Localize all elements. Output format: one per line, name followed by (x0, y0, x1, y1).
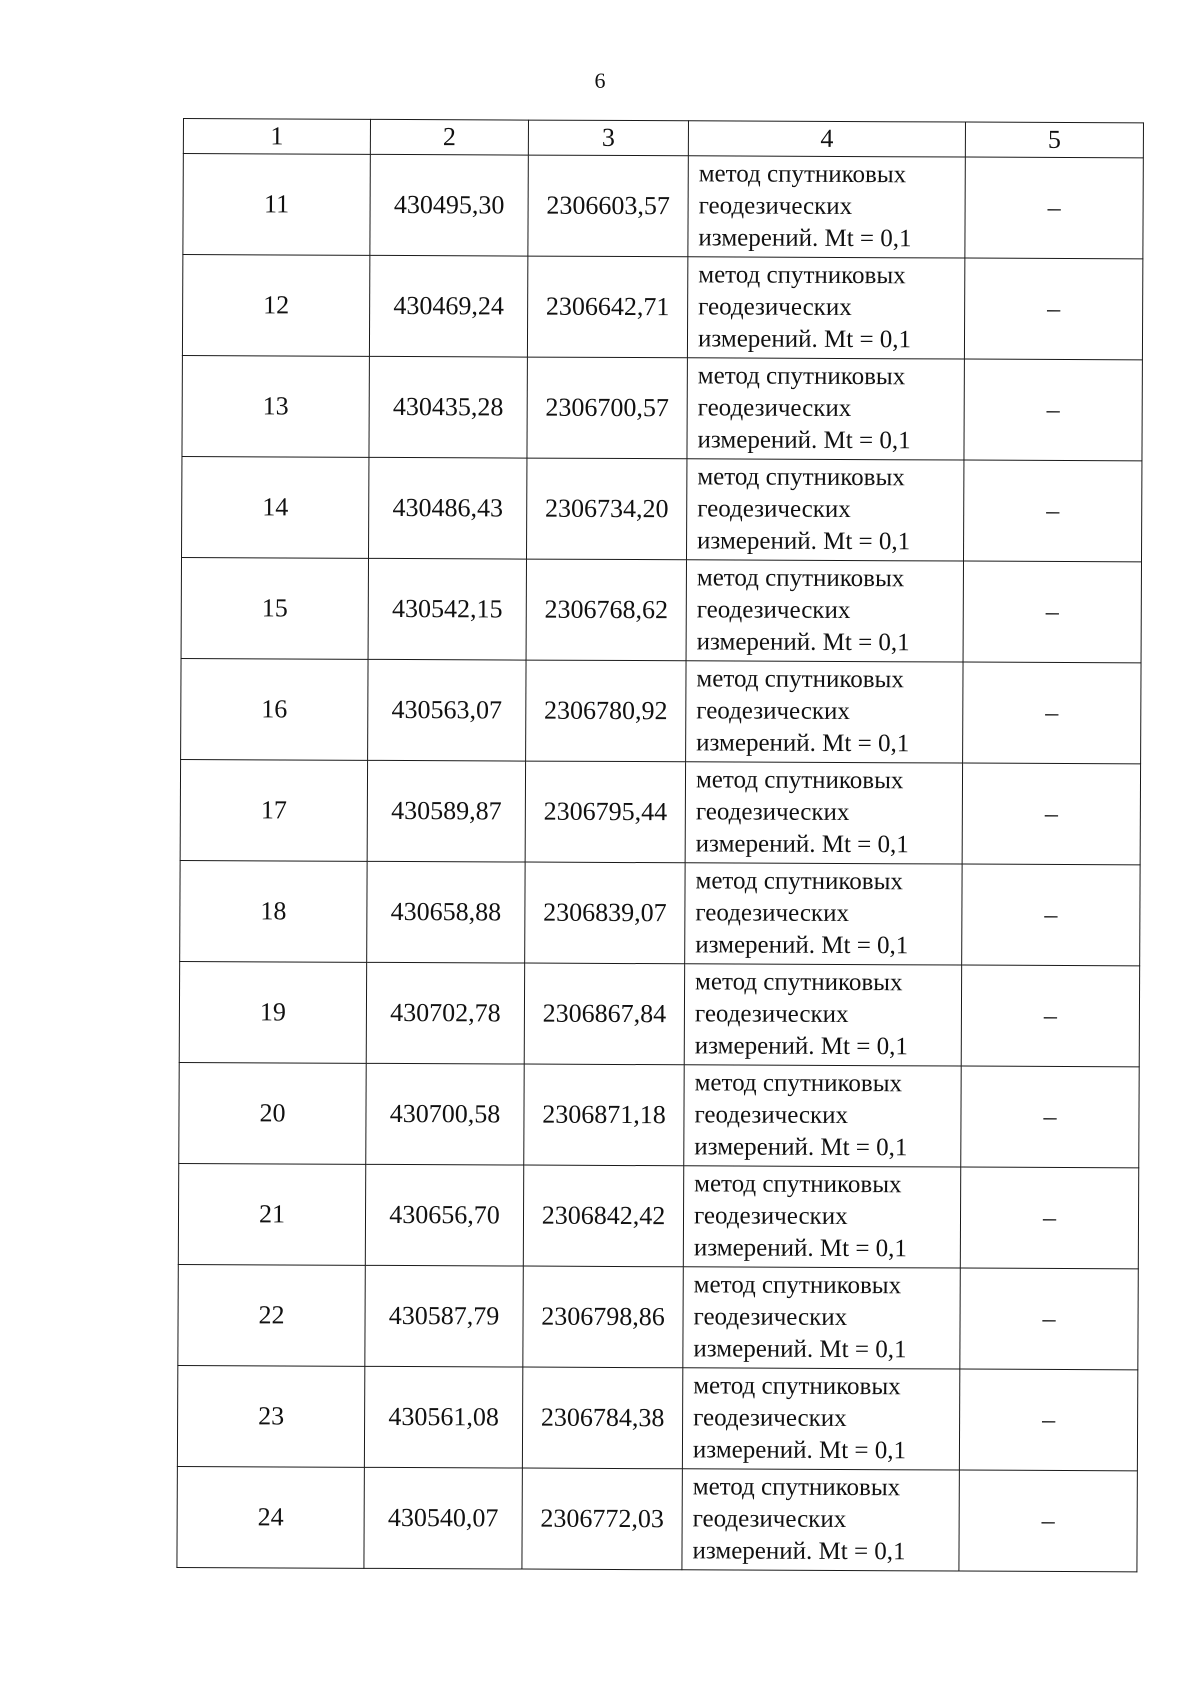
coord-x-cell: 430495,30 (370, 154, 528, 256)
method-line: метод спутниковых (694, 1170, 902, 1199)
coord-y-cell: 2306772,03 (522, 1468, 682, 1570)
method-line: измерений. Mt = 0,1 (692, 1537, 906, 1566)
coord-x-cell: 430469,24 (369, 255, 527, 357)
point-number-cell: 16 (181, 658, 368, 760)
coord-y-cell: 2306867,84 (524, 963, 684, 1065)
method-cell (685, 863, 962, 965)
point-number-cell: 11 (183, 154, 370, 256)
method-line: метод спутниковых (695, 867, 904, 896)
header-col-2: 2 (370, 119, 528, 155)
header-col-5: 5 (965, 122, 1143, 158)
method-cell (682, 1368, 959, 1470)
method-line: геодезических (695, 798, 850, 827)
coord-x-cell: 430542,15 (368, 558, 526, 660)
table-row (177, 1365, 1137, 1470)
page-number: 6 (594, 68, 606, 93)
table-row (182, 456, 1142, 561)
method-cell (682, 1469, 959, 1571)
coord-x-cell: 430540,07 (364, 1467, 522, 1569)
method-line: измерений. Mt = 0,1 (693, 1335, 907, 1364)
header-col-1: 1 (183, 119, 370, 155)
coord-y-cell: 2306780,92 (526, 660, 686, 762)
method-line: геодезических (695, 899, 850, 928)
note-cell: – (961, 965, 1139, 1067)
coord-y-cell: 2306798,86 (523, 1266, 683, 1368)
point-number-cell: 17 (180, 759, 367, 861)
coord-y-cell: 2306842,42 (523, 1165, 683, 1267)
coord-x-cell: 430656,70 (365, 1164, 523, 1266)
point-number-cell: 14 (182, 456, 369, 558)
point-number-cell: 19 (179, 961, 366, 1063)
method-line: метод спутниковых (697, 463, 905, 492)
method-line: геодезических (692, 1505, 847, 1534)
method-line: измерений. Mt = 0,1 (694, 1133, 908, 1162)
method-line: геодезических (697, 495, 851, 524)
method-line: геодезических (698, 293, 852, 322)
coord-x-cell: 430589,87 (367, 760, 525, 862)
header-col-3: 3 (528, 120, 688, 156)
note-cell: – (962, 864, 1140, 966)
method-cell (687, 358, 964, 460)
coord-y-cell: 2306839,07 (525, 862, 685, 964)
coord-y-cell: 2306603,57 (528, 155, 688, 257)
method-line: метод спутниковых (696, 564, 905, 593)
method-line: измерений. Mt = 0,1 (698, 224, 912, 253)
note-cell: – (959, 1369, 1137, 1471)
coord-x-cell: 430700,58 (366, 1063, 524, 1165)
table-row (180, 860, 1140, 965)
coord-y-cell: 2306871,18 (524, 1064, 684, 1166)
method-cell (687, 257, 964, 359)
method-line: метод спутниковых (697, 362, 906, 391)
method-line: геодезических (693, 1303, 848, 1332)
method-cell (687, 459, 964, 561)
coord-x-cell: 430486,43 (369, 457, 527, 559)
coord-y-cell: 2306734,20 (527, 458, 687, 560)
method-line: измерений. Mt = 0,1 (696, 729, 910, 758)
point-number-cell: 22 (178, 1264, 365, 1366)
point-number-cell: 12 (182, 255, 369, 357)
coord-x-cell: 430658,88 (367, 861, 525, 963)
note-cell: – (964, 359, 1142, 461)
table-row (178, 1163, 1138, 1268)
coord-y-cell: 2306700,57 (527, 357, 687, 459)
coord-y-cell: 2306784,38 (522, 1367, 682, 1469)
note-cell: – (963, 460, 1141, 562)
method-line: измерений. Mt = 0,1 (694, 1032, 908, 1061)
method-line: измерений. Mt = 0,1 (695, 830, 909, 859)
table-row (179, 961, 1139, 1066)
method-line: измерений. Mt = 0,1 (692, 1436, 907, 1465)
coord-x-cell: 430563,07 (368, 659, 526, 761)
method-line: измерений. Mt = 0,1 (693, 1234, 908, 1263)
method-line: геодезических (693, 1404, 847, 1433)
note-cell: – (962, 763, 1140, 865)
method-line: метод спутниковых (695, 766, 904, 795)
method-line: геодезических (698, 192, 853, 221)
note-cell: – (965, 157, 1143, 259)
table-row (180, 759, 1140, 864)
method-line: геодезических (694, 1000, 849, 1029)
coordinates-table (176, 118, 1144, 1572)
point-number-cell: 23 (177, 1365, 364, 1467)
point-number-cell: 20 (179, 1062, 366, 1164)
table-row (183, 154, 1143, 259)
method-line: измерений. Mt = 0,1 (697, 527, 911, 556)
point-number-cell: 13 (182, 355, 369, 457)
method-line: измерений. Mt = 0,1 (697, 426, 911, 455)
method-cell (684, 964, 961, 1066)
table-row (182, 355, 1142, 460)
coord-x-cell: 430561,08 (364, 1366, 522, 1468)
table-row (181, 557, 1141, 662)
note-cell: – (959, 1470, 1137, 1572)
note-cell: – (964, 258, 1142, 360)
coord-x-cell: 430587,79 (365, 1265, 523, 1367)
point-number-cell: 21 (178, 1163, 365, 1265)
method-line: метод спутниковых (693, 1271, 902, 1300)
coord-y-cell: 2306795,44 (525, 761, 685, 863)
method-line: измерений. Mt = 0,1 (697, 325, 912, 354)
method-line: геодезических (696, 697, 850, 726)
coord-x-cell: 430702,78 (366, 962, 524, 1064)
table-header-row (183, 119, 1143, 158)
note-cell: – (960, 1268, 1138, 1370)
coord-y-cell: 2306768,62 (526, 559, 686, 661)
method-cell (688, 156, 965, 258)
note-cell: – (961, 1066, 1139, 1168)
method-line: метод спутниковых (694, 1069, 903, 1098)
method-cell (686, 661, 963, 763)
method-line: геодезических (694, 1101, 849, 1130)
method-line: геодезических (696, 596, 851, 625)
note-cell: – (960, 1167, 1138, 1269)
table-row (179, 1062, 1139, 1167)
method-cell (683, 1267, 960, 1369)
coord-x-cell: 430435,28 (369, 356, 527, 458)
method-cell (684, 1065, 961, 1167)
method-cell (685, 762, 962, 864)
method-line: метод спутниковых (692, 1473, 901, 1502)
note-cell: – (963, 662, 1141, 764)
coord-y-cell: 2306642,71 (527, 256, 687, 358)
method-line: геодезических (697, 394, 852, 423)
method-line: метод спутниковых (696, 665, 904, 694)
table-row (181, 658, 1141, 763)
table-row (182, 255, 1142, 360)
table-row (177, 1466, 1137, 1571)
method-line: метод спутниковых (695, 968, 903, 997)
method-line: измерений. Mt = 0,1 (696, 628, 910, 657)
point-number-cell: 24 (177, 1466, 364, 1568)
method-line: метод спутниковых (698, 160, 907, 189)
method-line: метод спутниковых (693, 1372, 901, 1401)
method-cell (686, 560, 963, 662)
point-number-cell: 18 (180, 860, 367, 962)
table-body (177, 154, 1143, 1572)
method-line: метод спутниковых (698, 261, 906, 290)
method-cell (683, 1166, 960, 1268)
method-line: геодезических (693, 1202, 848, 1231)
method-line: измерений. Mt = 0,1 (695, 931, 909, 960)
point-number-cell: 15 (181, 557, 368, 659)
header-col-4: 4 (688, 121, 965, 157)
note-cell: – (963, 561, 1141, 663)
table-row (178, 1264, 1138, 1369)
